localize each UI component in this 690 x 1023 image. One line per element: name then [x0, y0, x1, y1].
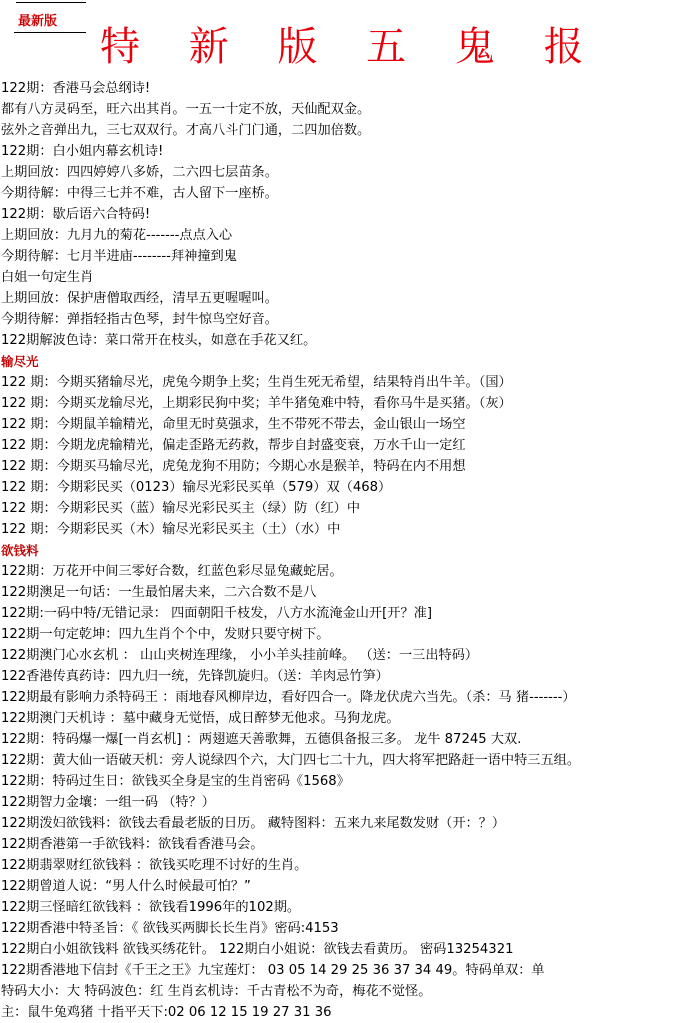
text-line: 122期曾道人说：“男人什么时候最可怕？”: [1, 879, 251, 894]
text-line: 122期翡翠财红欲钱料 ：欲钱买吃理不讨好的生肖。: [1, 858, 308, 873]
text-line: 122期:一码中特/无错记录： 四面朝阳千枝发，八方水流淹金山开[开？准]: [1, 606, 432, 621]
text-line: 特码大小：大 特码波色：红 生肖玄机诗：千古青松不为奇，梅花不觉怪。: [1, 984, 432, 999]
badge-bottom-rule: [14, 32, 86, 33]
text-line: 122期：黄大仙一语破天机：旁人说绿四个六，大门四七二十九，四大将军把路赶一语中特三五组。: [1, 753, 581, 768]
text-line: 上期回放：九月九的菊花-------点点入心: [1, 228, 233, 243]
page-title: 特 新 版 五 鬼 报: [100, 24, 602, 70]
text-line: 122期解波色诗：菜口常开在枝头，如意在手花又红。: [1, 333, 317, 348]
section-heading: 欲钱料: [1, 543, 39, 558]
text-line: 122期三怪暗红欲钱料 ：欲钱看1996年的102期。: [1, 900, 301, 915]
text-line: 122 期：今期龙虎输精光，偏走歪路无药救，帮步自封盛变衰，万水千山一定红: [1, 438, 466, 453]
text-line: 122期：香港马会总纲诗!: [1, 81, 151, 96]
text-line: 今期待解：七月半进庙--------拜神撞到鬼: [1, 249, 237, 264]
text-line: 122期：白小姐内幕玄机诗!: [1, 144, 164, 159]
text-line: 122 期：今期彩民买（木）输尽光彩民买主（土）（水）中: [1, 522, 341, 537]
text-line: 122期澳门天机诗 ：墓中藏身无觉悟，成日醉梦无他求。马狗龙虎。: [1, 711, 400, 726]
text-line: 上期回放：保护唐僧取西经，清早五更喔喔叫。: [1, 291, 278, 306]
text-line: 122期：特码过生日：欲钱买全身是宝的生肖密码《1568》: [1, 774, 350, 789]
section-heading: 输尽光: [1, 354, 39, 369]
badge-top-rule: [16, 2, 86, 3]
text-line: 122 期：今期买龙输尽光，上期彩民狗中奖；羊牛猪兔难中特，看你马牛是买猪。（灰）: [1, 396, 512, 411]
text-line: 122期智力金壤：一组一码 （特？）: [1, 795, 215, 810]
text-line: 122期香港地下信封《千王之王》九宝莲灯： 03 05 14 29 25 36 37 34 49。特码单双：单: [1, 963, 545, 978]
text-line: 122 期：今期彩民买（蓝）输尽光彩民买主（绿）防（红）中: [1, 501, 361, 516]
text-line: 122期：万花开中间三零好合数，红蓝色彩尽显兔藏蛇居。: [1, 564, 343, 579]
edition-badge: [14, 0, 86, 34]
text-line: 主：鼠牛兔鸡猪 十指平天下:02 06 12 15 19 27 31 36: [1, 1005, 332, 1020]
text-line: 122期澳足一句话：一生最怕屠夫来，二六合数不是八: [1, 585, 317, 600]
text-line: 122期澳门心水玄机 ： 山山夹树连理缘， 小小羊头挂前峰。 （送：一三出特码）: [1, 648, 479, 663]
text-line: 弦外之音弹出九，三七双双行。才高八斗门门通，二四加倍数。: [1, 123, 371, 138]
text-line: 都有八方灵码至，旺六出其肖。一五一十定不放，天仙配双金。: [1, 102, 371, 117]
text-line: 122期泼妇欲钱料：欲钱去看最老版的日历。 藏特图料：五来九来尾数发财（开：？）: [1, 816, 506, 831]
text-line: 上期回放：四四婷婷八多娇，二六四七层苗条。: [1, 165, 278, 180]
text-line: 白姐一句定生肖: [1, 270, 94, 285]
text-line: 122期：特码爆一爆[一肖玄机] ：两翅遮天善歌舞，五德俱备报三多。 龙牛 87245 大双.: [1, 732, 522, 747]
badge-label: 最新版: [18, 14, 58, 29]
text-line: 122 期：今期鼠羊输精光，命里无时莫强求，生不带死不带去，金山银山一场空: [1, 417, 466, 432]
text-line: 122香港传真药诗：四九归一统，先锋凯旋归。（送：羊肉忌竹笋）: [1, 669, 389, 684]
text-line: 122 期：今期彩民买（0123）输尽光彩民买单（579）双（468）: [1, 480, 392, 495]
text-line: 122期香港第一手欲钱料：欲钱看香港马会。: [1, 837, 264, 852]
text-line: 122期一句定乾坤：四九生肖个个中，发财只要守树下。: [1, 627, 330, 642]
text-line: 122 期：今期买猪输尽光，虎兔今期争上奖；生肖生死无希望，结果特肖出牛羊。（国）: [1, 375, 512, 390]
text-line: 122期香港中特圣旨：《 欲钱买两脚长长生肖》密码:4153: [1, 921, 339, 936]
text-line: 122期最有影响力杀特码王 ：雨地春风柳岸边，看好四合一。降龙伏虎六当先。（杀：马 猪-------）: [1, 690, 576, 705]
text-line: 122期：歇后语六合特码!: [1, 207, 151, 222]
content-lines: [0, 78, 690, 1023]
text-line: 122 期：今期买马输尽光，虎兔龙狗不用防；今期心水是猴羊，特码在内不用想: [1, 459, 466, 474]
text-line: 今期待解：中得三七并不难，古人留下一座桥。: [1, 186, 278, 201]
text-line: 122期白小姐欲钱料 欲钱买绣花针。 122期白小姐说：欲钱去看黄历。 密码13254321: [1, 942, 514, 957]
text-line: 今期待解：弹指轻指古色琴，封牛惊鸟空好音。: [1, 312, 278, 327]
